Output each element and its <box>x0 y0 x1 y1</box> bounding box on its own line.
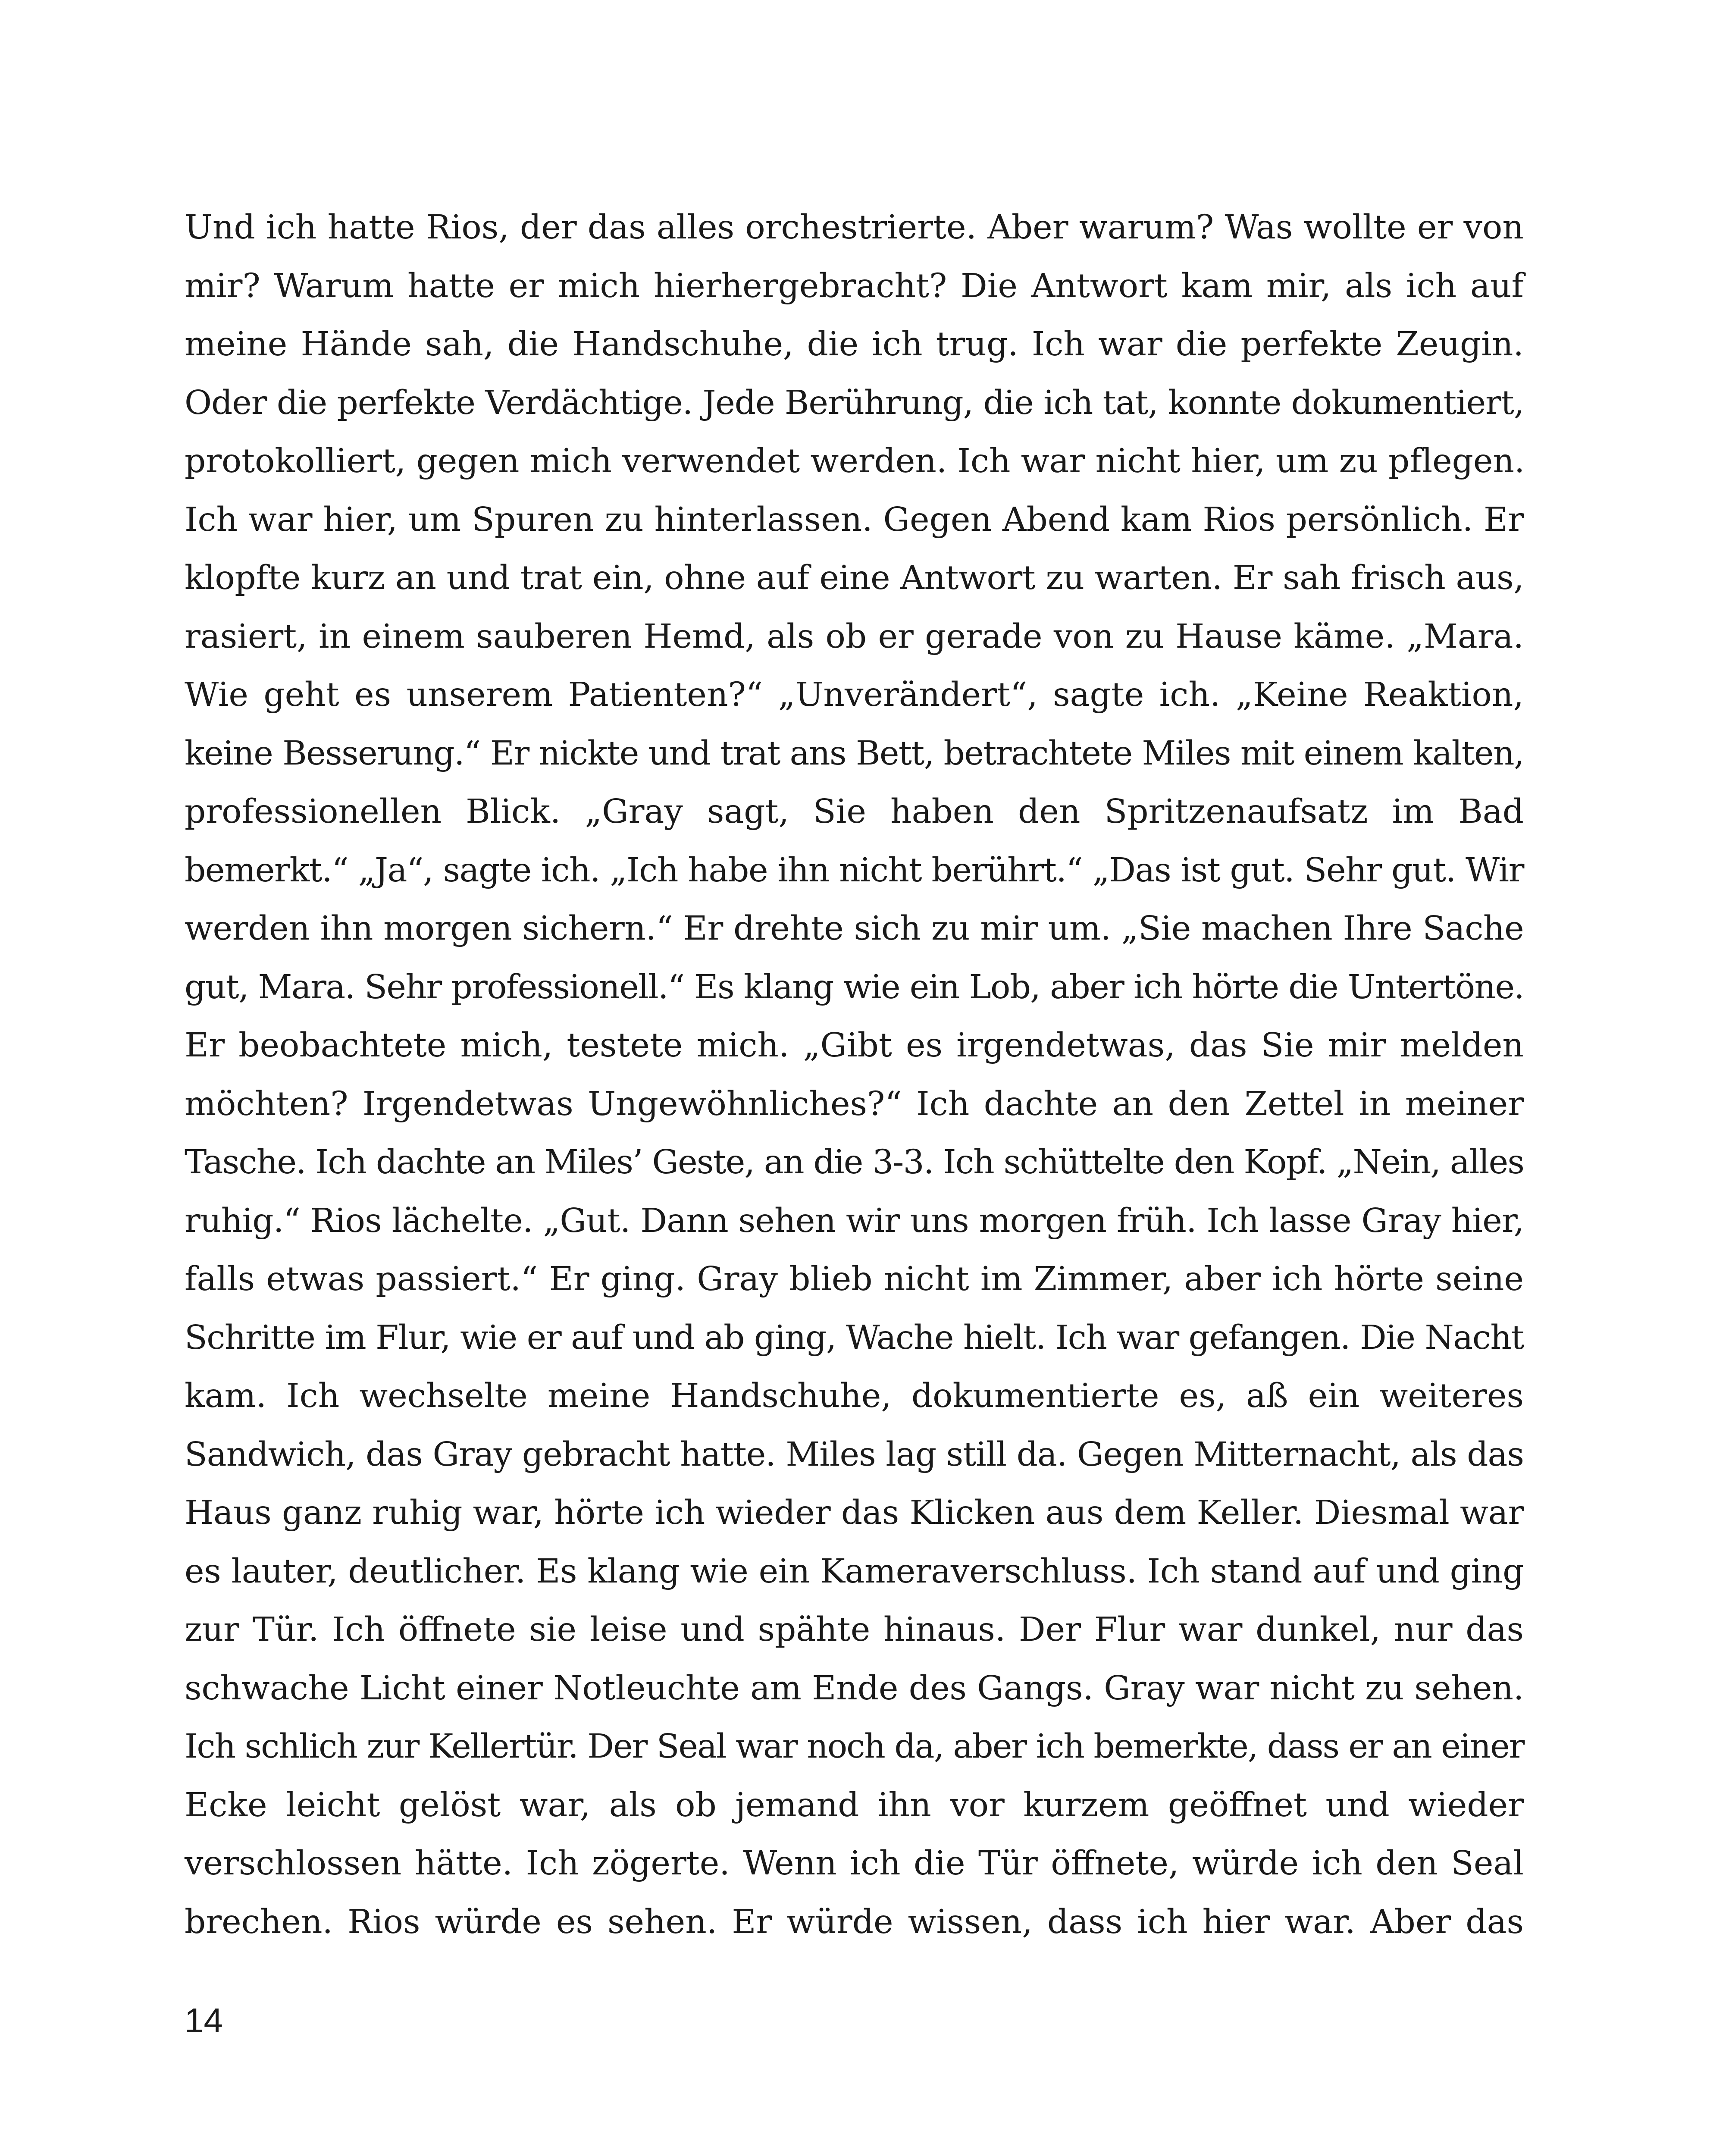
text-line: zur Tür. Ich öffnete sie leise und spähte hinaus. Der Flur war dunkel, nur das <box>185 1611 1524 1649</box>
text-line: Oder die perfekte Verdächtige. Jede Berührung, die ich tat, konnte dokumentiert, <box>185 383 1524 422</box>
text-line: Ich war hier, um Spuren zu hinterlassen. Gegen Abend kam Rios persönlich. Er <box>185 500 1524 539</box>
text-line: Tasche. Ich dachte an Miles’ Geste, an die 3-3. Ich schüttelte den Kopf. „Nein, alles <box>185 1143 1524 1181</box>
text-line: gut, Mara. Sehr professionell.“ Es klang wie ein Lob, aber ich hörte die Untertöne. <box>185 968 1524 1006</box>
text-line: schwache Licht einer Notleuchte am Ende des Gangs. Gray war nicht zu sehen. <box>185 1669 1524 1708</box>
text-line: verschlossen hätte. Ich zögerte. Wenn ich die Tür öffnete, würde ich den Seal <box>185 1844 1524 1883</box>
text-line: bemerkt.“ „Ja“, sagte ich. „Ich habe ihn nicht berührt.“ „Das ist gut. Sehr gut. Wir <box>185 851 1524 890</box>
text-line: klopfte kurz an und trat ein, ohne auf eine Antwort zu warten. Er sah frisch aus, <box>185 559 1524 597</box>
text-line: es lauter, deutlicher. Es klang wie ein Kameraverschluss. Ich stand auf und ging <box>185 1552 1524 1591</box>
text-line: Haus ganz ruhig war, hörte ich wieder das Klicken aus dem Keller. Diesmal war <box>185 1494 1524 1532</box>
text-line: brechen. Rios würde es sehen. Er würde wissen, dass ich hier war. Aber das <box>185 1902 1524 1941</box>
text-line: Schritte im Flur, wie er auf und ab ging, Wache hielt. Ich war gefangen. Die Nacht <box>185 1318 1524 1357</box>
text-line: mir? Warum hatte er mich hierhergebracht? Die Antwort kam mir, als ich auf <box>185 266 1524 305</box>
body-text <box>185 198 1524 1951</box>
text-line: werden ihn morgen sichern.“ Er drehte sich zu mir um. „Sie machen Ihre Sache <box>185 909 1524 948</box>
text-line: keine Besserung.“ Er nickte und trat ans Bett, betrachtete Miles mit einem kalten, <box>185 734 1524 773</box>
text-line: möchten? Irgendetwas Ungewöhnliches?“ Ich dachte an den Zettel in meiner <box>185 1084 1524 1123</box>
text-line: falls etwas passiert.“ Er ging. Gray blieb nicht im Zimmer, aber ich hörte seine <box>185 1260 1524 1298</box>
text-line: protokolliert, gegen mich verwendet werden. Ich war nicht hier, um zu pflegen. <box>185 442 1525 480</box>
text-line: Und ich hatte Rios, der das alles orchestrierte. Aber warum? Was wollte er von <box>185 208 1524 247</box>
text-line: ruhig.“ Rios lächelte. „Gut. Dann sehen wir uns morgen früh. Ich lasse Gray hier, <box>185 1201 1524 1240</box>
page-number: 14 <box>185 2001 223 2040</box>
text-line: Er beobachtete mich, testete mich. „Gibt es irgendetwas, das Sie mir melden <box>185 1026 1524 1065</box>
text-line: Ich schlich zur Kellertür. Der Seal war noch da, aber ich bemerkte, dass er an einer <box>185 1727 1524 1766</box>
text-line: meine Hände sah, die Handschuhe, die ich trug. Ich war die perfekte Zeugin. <box>185 325 1524 364</box>
text-line: professionellen Blick. „Gray sagt, Sie haben den Spritzenaufsatz im Bad <box>185 793 1524 831</box>
text-line: Wie geht es unserem Patienten?“ „Unverändert“, sagte ich. „Keine Reaktion, <box>185 676 1524 714</box>
text-line: Sandwich, das Gray gebracht hatte. Miles lag still da. Gegen Mitternacht, als das <box>185 1435 1524 1474</box>
text-line: rasiert, in einem sauberen Hemd, als ob er gerade von zu Hause käme. „Mara. <box>185 617 1524 656</box>
text-line: kam. Ich wechselte meine Handschuhe, dokumentierte es, aß ein weiteres <box>185 1377 1524 1415</box>
text-line: Ecke leicht gelöst war, als ob jemand ihn vor kurzem geöffnet und wieder <box>185 1786 1524 1824</box>
